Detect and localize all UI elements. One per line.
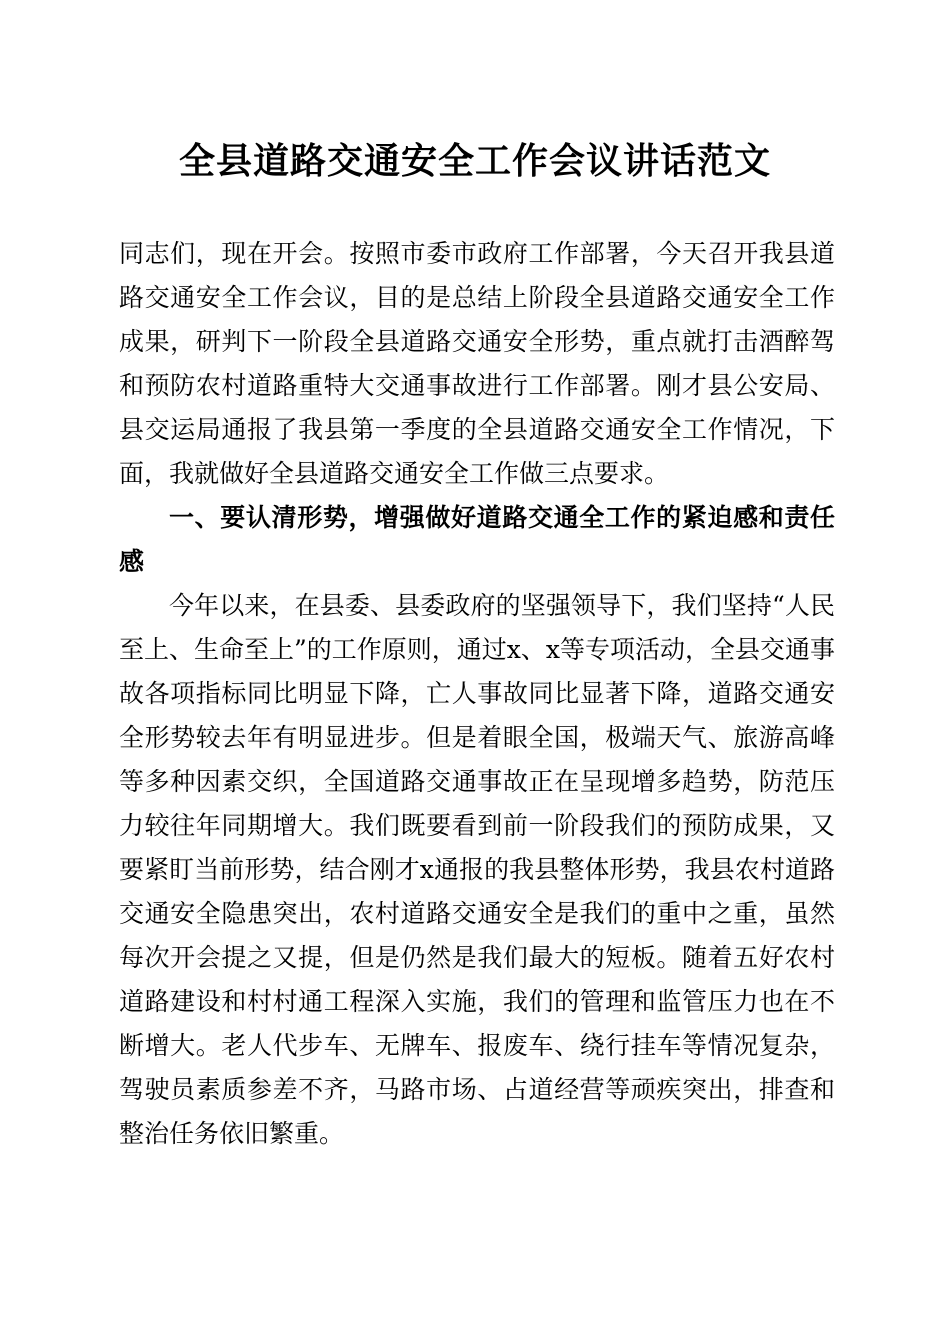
document-title: 全县道路交通安全工作会议讲话范文: [178, 140, 771, 182]
body-paragraph-1: 今年以来，在县委、县委政府的坚强领导下，我们坚持“人民至上、生命至上”的工作原则，通过x、x等专项活动，全县交通事故各项指标同比明显下降，亡人事故同比显著下降，道路交通安全形势较去年有明显进步。但是着眼全国，极端天气、旅游高峰等多种因素交织，全国道路交通事故正在呈现增多趋势，防范压力较往年同期增大。我们既要看到前一阶段我们的预防成果，又要紧盯当前形势，结合刚才x通报的我县整体形势，我县农村道路交通安全隐患突出，农村道路交通安全是我们的重中之重，虽然每次开会提之又提，但是仍然是我们最大的短板。随着五好农村道路建设和村村通工程深入实施，我们的管理和监管压力也在不断增大。老人代步车、无牌车、报废车、绕行挂车等情况复杂，驾驶员素质参差不齐，马路市场、占道经营等顽疾突出，排查和整治任务依旧繁重。: [119, 591, 835, 1148]
section-heading-1: 一、要认清形势，增强做好道路交通全工作的紧迫感和责任感: [119, 503, 835, 576]
opening-paragraph: 同志们，现在开会。按照市委市政府工作部署，今天召开我县道路交通安全工作会议，目的是总结上阶段全县道路交通安全工作成果，研判下一阶段全县道路交通安全形势，重点就打击酒醉驾和预防农村道路重特大交通事故进行工作部署。刚才县公安局、县交运局通报了我县第一季度的全县道路交通安全工作情况，下面，我就做好全县道路交通安全工作做三点要求。: [119, 239, 835, 488]
document-body: [119, 232, 835, 1156]
